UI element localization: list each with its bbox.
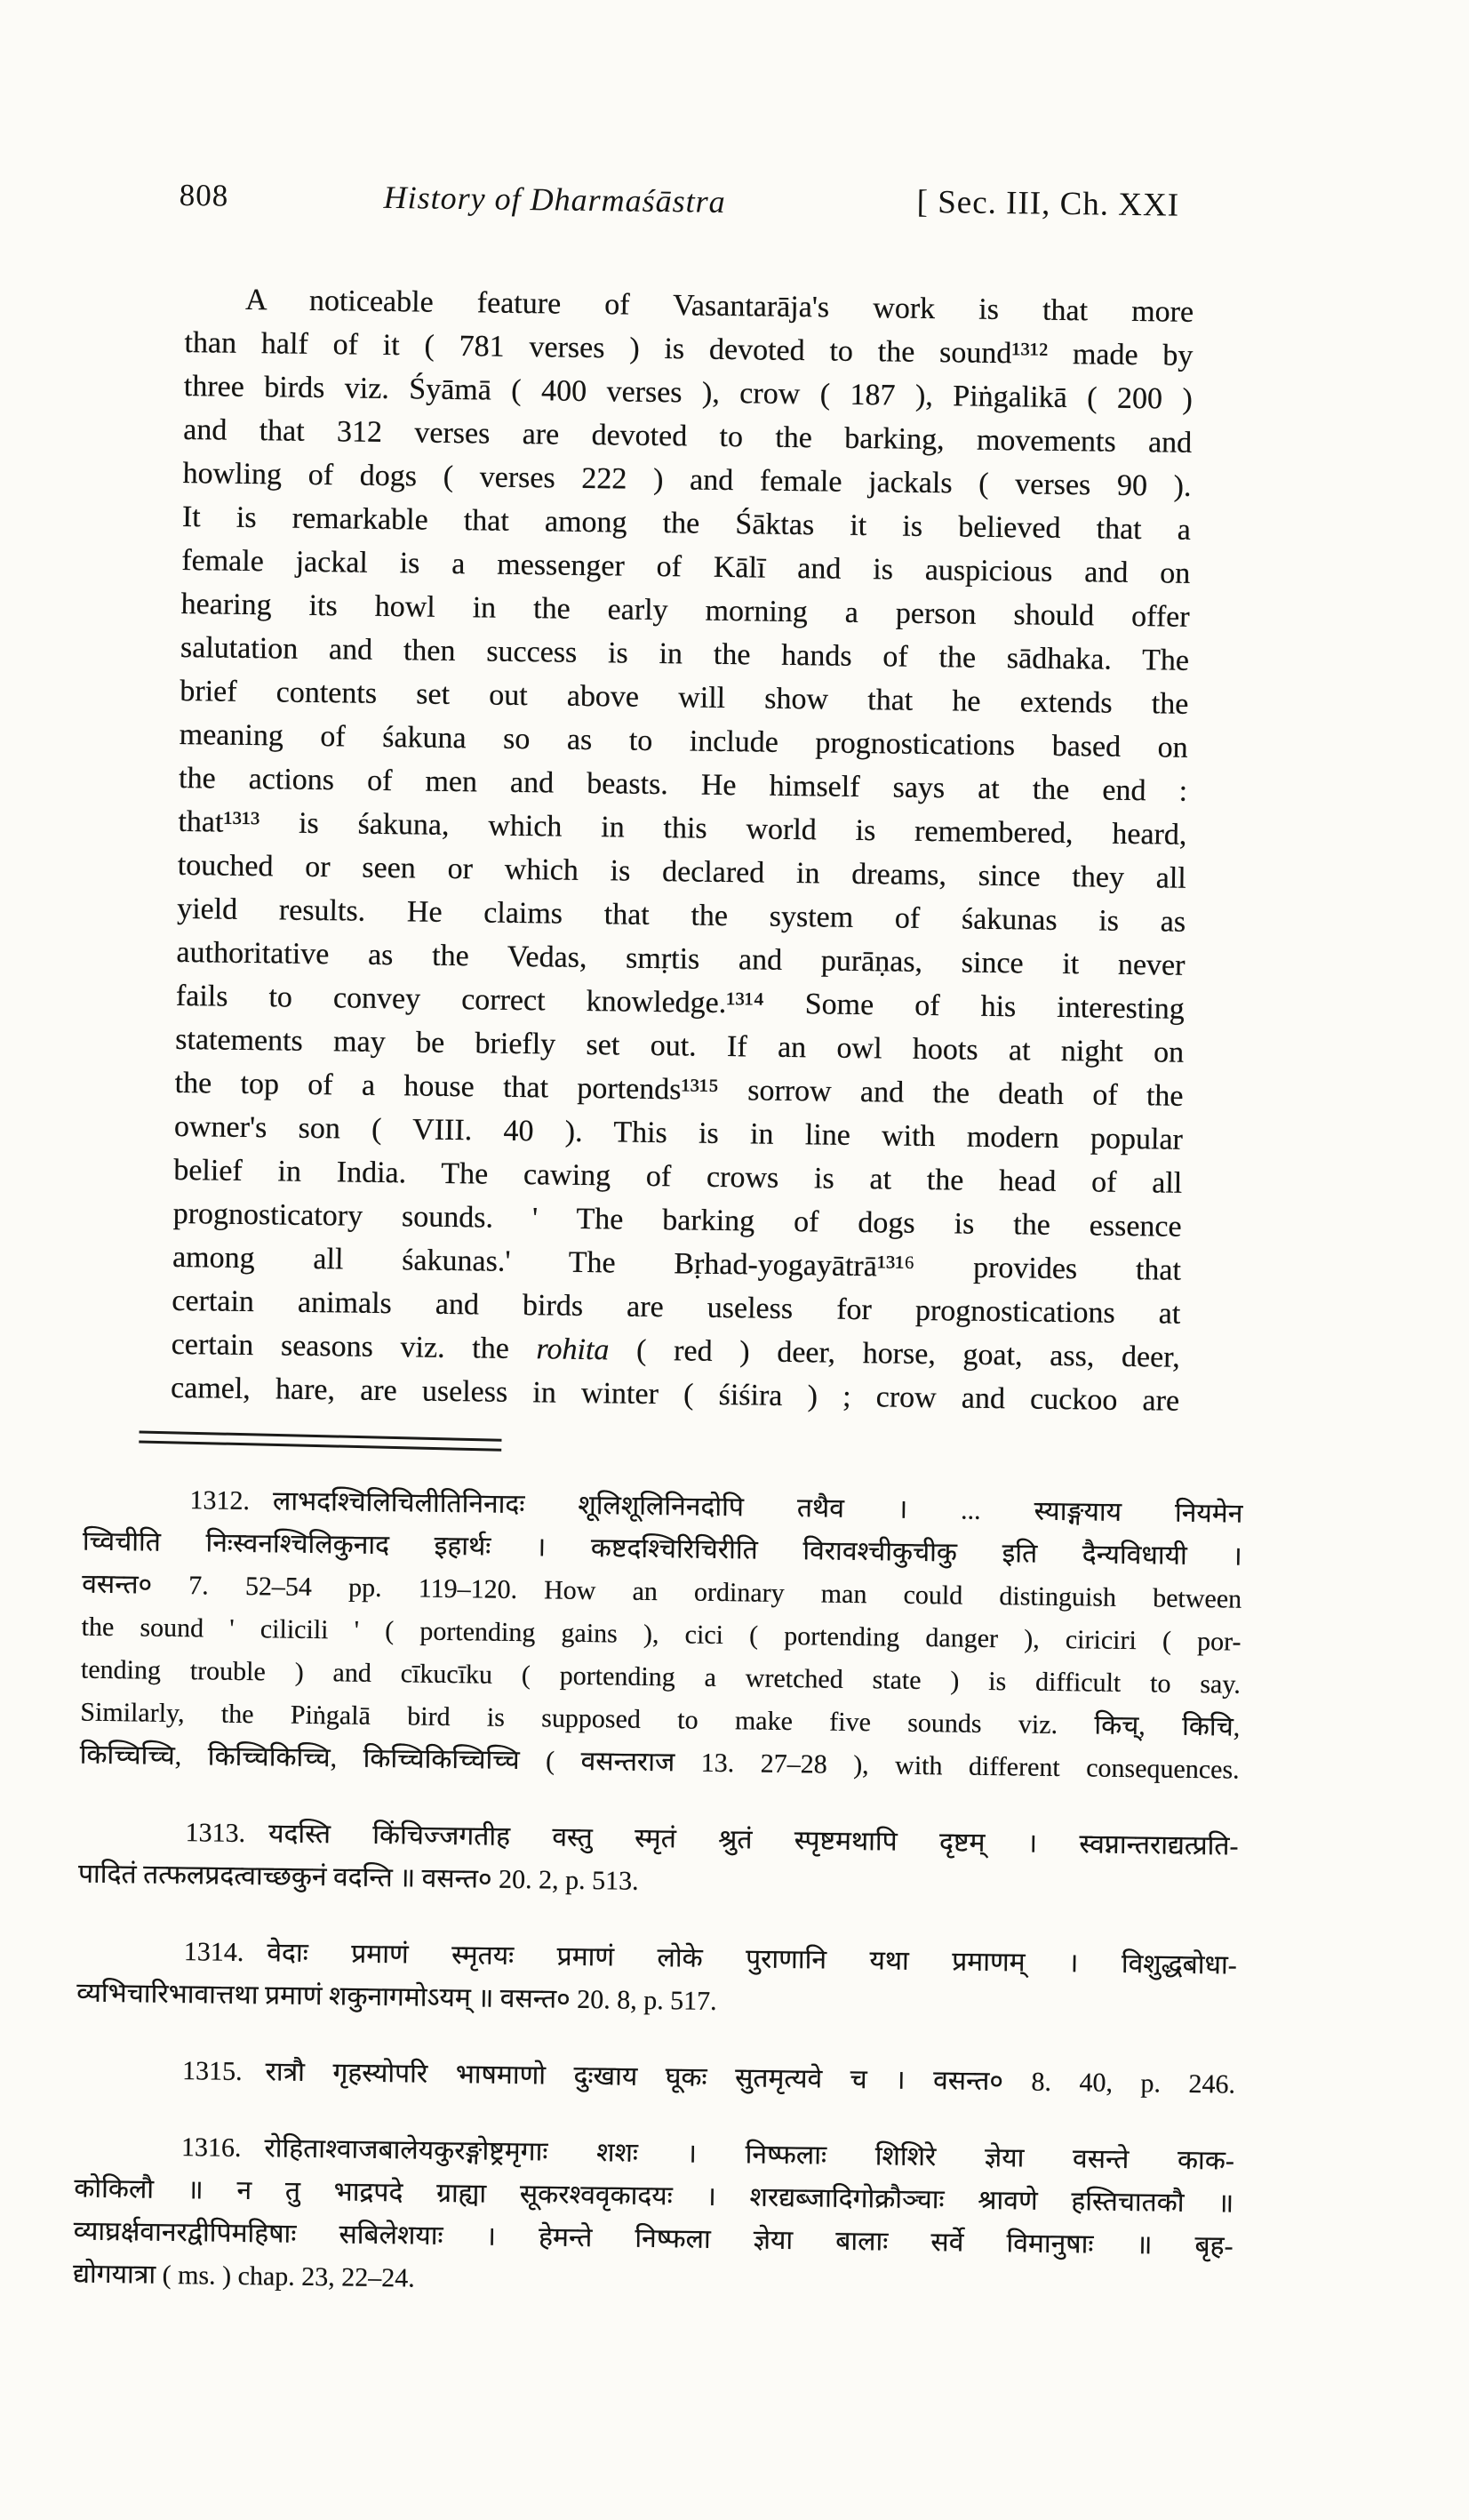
body-line: touched or seen or which is declared in dreams, since they all	[177, 848, 1186, 895]
body-line: the actions of men and beasts. He himself says at the end :	[178, 761, 1188, 808]
body-line: camel, hare, are useless in winter ( śiśira ) ; crow and cuckoo are	[170, 1371, 1180, 1418]
body-line: the top of a house that portends¹³¹⁵ sorrow and the death of the	[174, 1066, 1184, 1113]
footnote-line: द्योगयात्रा ( ms. ) chap. 23, 22–24.	[72, 2259, 415, 2293]
footnote-line: tending trouble ) and cīkucīku ( portending a wretched state ) is difficult to say.	[80, 1654, 1241, 1700]
page-header	[179, 176, 1360, 243]
footnote-text: रात्रौ गृहस्योपरि भाषमाणो दुःखाय घूकः सुतमृत्यवे च । वसन्त० 8. 40, p. 246.	[265, 2057, 1236, 2100]
footnote-1316	[73, 2125, 1234, 2311]
body-line: female jackal is a messenger of Kālī and is auspicious and on	[181, 543, 1191, 590]
footnote-number: 1316.	[180, 2132, 242, 2163]
footnote-line: पादितं तत्फलप्रदत्वाच्छकुनं वदन्ति ॥ वसन्त० 20. 2, p. 513.	[77, 1859, 639, 1896]
body-line: statements may be briefly set out. If an owl hoots at night on	[175, 1022, 1185, 1069]
body-line: meaning of śakuna so as to include prognostications based on	[179, 717, 1188, 764]
page-number: 808	[179, 177, 229, 213]
body-line: It is remarkable that among the Śāktas it is believed that a	[181, 500, 1192, 547]
body-line: that¹³¹³ is śakuna, which in this world is remembered, heard,	[178, 804, 1187, 852]
body-line: brief contents set out above will show that he extends the	[180, 674, 1189, 721]
footnote-text: लाभदश्चिलिचिलीतिनिनादः शूलिशूलिनिनदोपि तथैव । ... स्याङ्गयाय नियमेन	[272, 1486, 1243, 1529]
footnote-line: वसन्त० 7. 52–54 pp. 119–120. How an ordinary man could distinguish between	[82, 1569, 1242, 1614]
body-line: belief in India. The cawing of crows is at the head of all	[173, 1153, 1183, 1200]
footnote-1314	[76, 1930, 1237, 2030]
footnote-text: वेदाः प्रमाणं स्मृतयः प्रमाणं लोके पुराणानि यथा प्रमाणम् । विशुद्धबोधा-	[267, 1938, 1237, 1980]
body-line: fails to convey correct knowledge.¹³¹⁴ Some of his interesting	[175, 979, 1186, 1026]
body-line: certain animals and birds are useless for prognostications at	[172, 1284, 1181, 1331]
body-line: salutation and then success is in the hands of the sādhaka. The	[180, 630, 1190, 677]
section-header: [ Sec. III, Ch. XXI	[916, 183, 1180, 224]
body-line: three birds viz. Śyāmā ( 400 verses ), crow ( 187 ), Piṅgalikā ( 200 )	[183, 369, 1194, 416]
footnote-1312	[79, 1478, 1242, 1792]
body-line: than half of it ( 781 verses ) is devoted to the sound¹³¹² made by	[184, 325, 1194, 372]
footnote-line: Similarly, the Piṅgalā bird is supposed to make five sounds viz. किच्, किचि,	[80, 1697, 1241, 1742]
footnote-1313	[78, 1811, 1239, 1911]
body-line: howling of dogs ( verses 222 ) and female jackals ( verses 90 ).	[182, 456, 1192, 503]
body-line: authoritative as the Vedas, smṛtis and purāṇas, since it never	[176, 935, 1186, 982]
body-line: prognosticatory sounds. ' The barking of dogs is the essence	[172, 1196, 1182, 1244]
body-line-segment: ( red ) deer, horse, goat, ass, deer,	[609, 1333, 1180, 1374]
footnote-1315	[76, 2049, 1236, 2107]
body-line-italic-term: rohita	[536, 1332, 610, 1367]
body-line-segment: certain seasons viz. the	[171, 1327, 537, 1366]
footnote-line: व्याघ्रर्क्षवानरद्वीपिमहिषाः सबिलेशयाः । हेमन्ते निष्फला ज्ञेया बालाः सर्वे विमानुषाः ॥ बृह-	[73, 2216, 1233, 2261]
body-line: owner's son ( VIII. 40 ). This is in line with modern popular	[173, 1109, 1184, 1156]
footnote-line: किच्चिच्चि, किच्चिकिच्चि, किच्चिकिच्चिच्चि ( वसन्तराज 13. 27–28 ), with different consequences.	[79, 1740, 1240, 1785]
footnote-text: यदस्ति किंचिज्जगतीह वस्तु स्मृतं श्रुतं स्पृष्टमथापि दृष्टम् । स्वप्नान्तराद्यत्प्रति-	[267, 1819, 1239, 1861]
page-content	[72, 176, 1360, 2312]
footnote-line	[76, 2049, 1236, 2107]
body-line: A noticeable feature of Vasantarāja's work is that more	[244, 283, 1194, 329]
footnote-line: व्यभिचारिभावात्तथा प्रमाणं शकुनागमोऽयम् ॥ वसन्त० 20. 8, p. 517.	[76, 1978, 717, 2016]
footnote-line: कोकिलौ ॥ न तु भाद्रपदे ग्राह्या सूकरश्ववृकादयः । शरद्यब्जादिगोक्रौञ्चाः श्रावणे हस्तिचातकौ ॥	[74, 2173, 1234, 2219]
body-paragraph	[171, 277, 1194, 1423]
footnote-line: च्विचीति निःस्वनश्चिलिकुनाद इहार्थः । कष्टदश्चिरिचिरीति विरावश्चीकुचीकु इति दैन्यविधायी ।	[82, 1526, 1242, 1572]
footnote-number: 1312.	[189, 1485, 251, 1516]
footnote-number: 1314.	[183, 1937, 244, 1968]
footnote-number: 1315.	[181, 2056, 243, 2087]
body-line: and that 312 verses are devoted to the barking, movements and	[183, 412, 1193, 460]
body-line: among all śakunas.' The Bṛhad-yogayātrā¹³¹⁶ provides that	[172, 1240, 1182, 1287]
footnote-line: the sound ' cilicili ' ( portending gains ), cici ( portending danger ), ciriciri ( por-	[81, 1612, 1241, 1657]
running-title: History of Dharmaśāstra	[383, 179, 726, 220]
footnote-text: रोहिताश्वाजबालेयकुरङ्गोष्ट्रमृगाः शशः । निष्फलाः शिशिरे ज्ञेया वसन्ते काक-	[264, 2133, 1235, 2176]
footnotes-section	[73, 1432, 1244, 2311]
body-line: yield results. He claims that the system of śakunas is as	[176, 892, 1186, 939]
footnote-separator-rule	[139, 1430, 501, 1451]
body-line: hearing its howl in the early morning a person should offer	[180, 587, 1190, 634]
footnote-number: 1313.	[185, 1818, 246, 1849]
